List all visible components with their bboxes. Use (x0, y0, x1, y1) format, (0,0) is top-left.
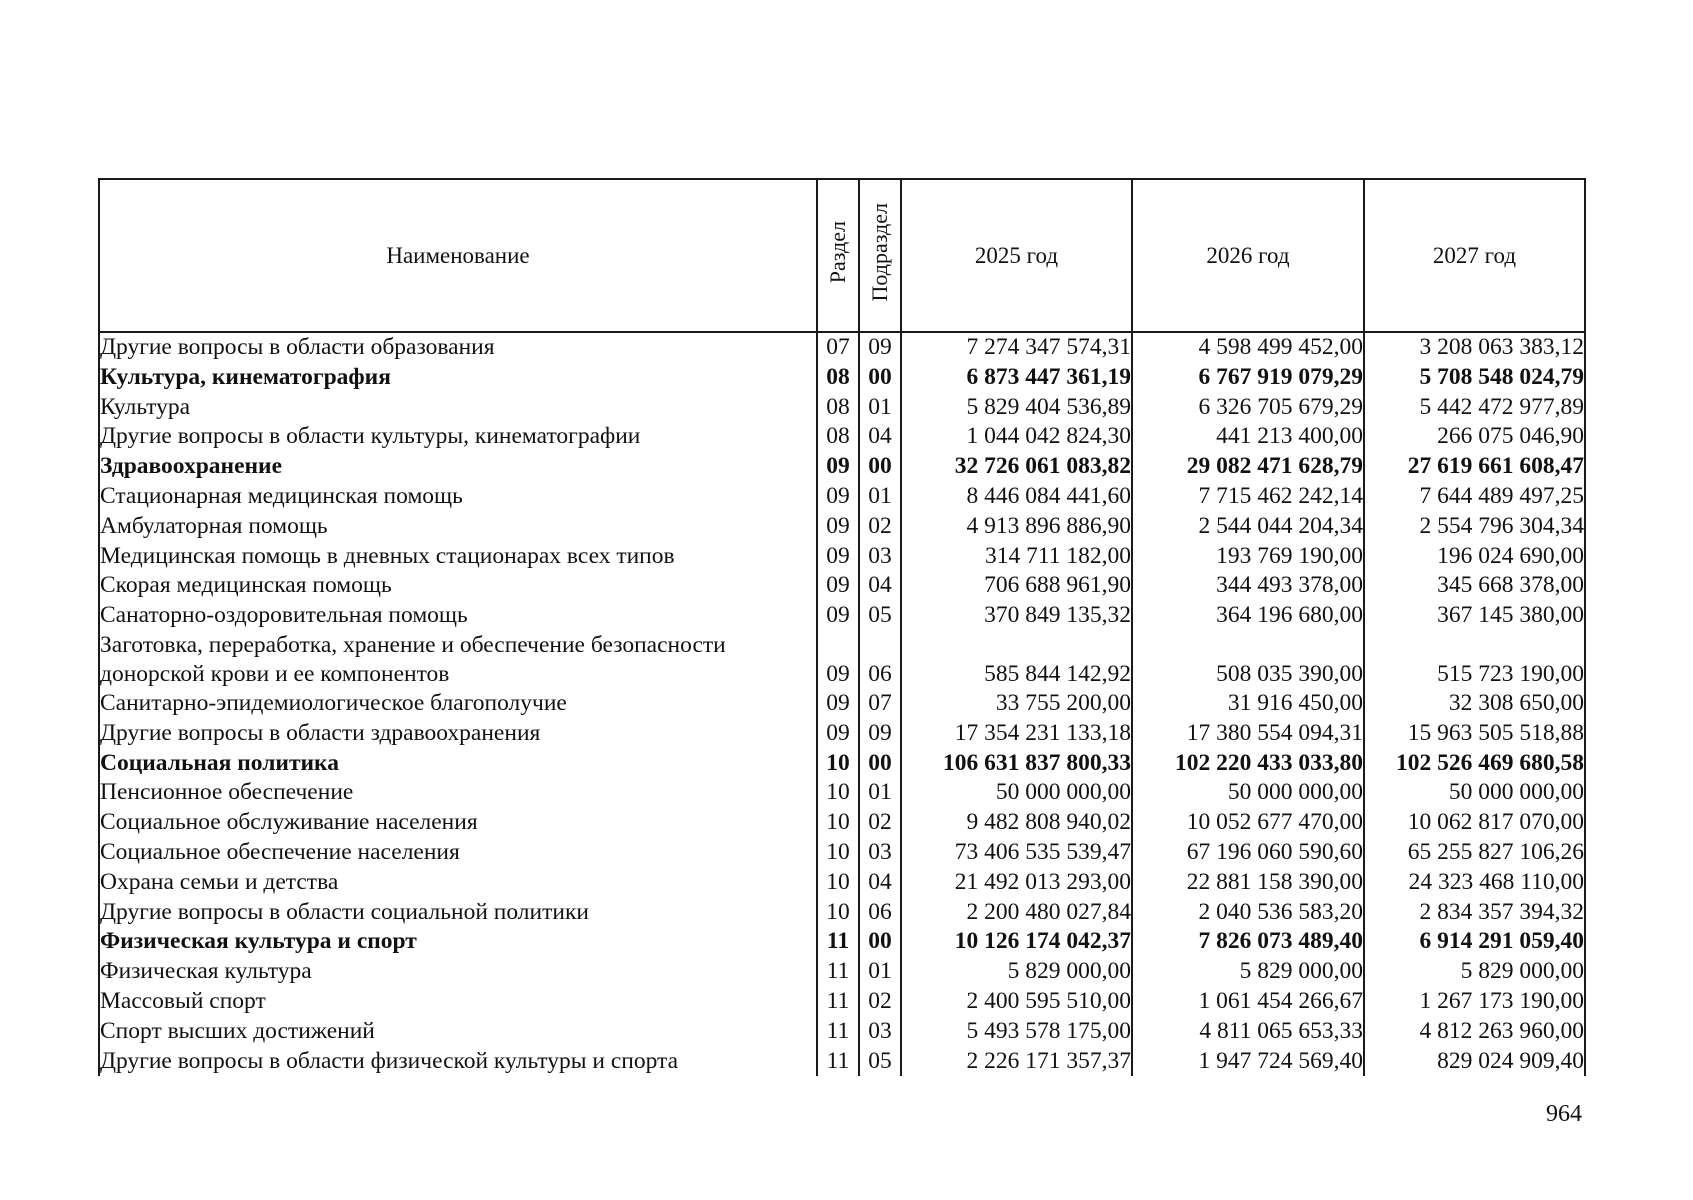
row-2027: 196 024 690,00 (1364, 542, 1585, 572)
row-2026: 17 380 554 094,31 (1132, 719, 1364, 749)
row-section: 08 (817, 422, 859, 452)
table-row (99, 571, 1585, 601)
row-2025: 7 274 347 574,31 (901, 332, 1132, 363)
row-section: 09 (817, 571, 859, 601)
table-row (99, 898, 1585, 928)
row-2026: 10 052 677 470,00 (1132, 808, 1364, 838)
row-subsection: 01 (859, 482, 901, 512)
row-2027: 3 208 063 383,12 (1364, 332, 1585, 363)
row-name: Физическая культура и спорт (99, 927, 817, 957)
row-name: Спорт высших достижений (99, 1017, 817, 1047)
row-2026: 1 947 724 569,40 (1132, 1047, 1364, 1077)
row-2025: 10 126 174 042,37 (901, 927, 1132, 957)
row-section: 09 (817, 689, 859, 719)
row-2026: 6 326 705 679,29 (1132, 393, 1364, 423)
row-2025: 73 406 535 539,47 (901, 838, 1132, 868)
header-subsection (859, 179, 901, 332)
row-section: 09 (817, 542, 859, 572)
table-row (99, 719, 1585, 749)
row-2025: 4 913 896 886,90 (901, 512, 1132, 542)
row-2027: 7 644 489 497,25 (1364, 482, 1585, 512)
row-2027: 2 554 796 304,34 (1364, 512, 1585, 542)
table-row (99, 1017, 1585, 1047)
row-subsection: 05 (859, 601, 901, 631)
table-row (99, 689, 1585, 719)
header-2027: 2027 год (1364, 179, 1585, 332)
row-2026: 5 829 000,00 (1132, 957, 1364, 987)
row-2026: 441 213 400,00 (1132, 422, 1364, 452)
header-name: Наименование (99, 179, 817, 332)
row-2025: 9 482 808 940,02 (901, 808, 1132, 838)
row-2027: 5 442 472 977,89 (1364, 393, 1585, 423)
row-2027: 1 267 173 190,00 (1364, 987, 1585, 1017)
row-2026: 193 769 190,00 (1132, 542, 1364, 572)
row-name: Социальная политика (99, 749, 817, 779)
row-2026: 67 196 060 590,60 (1132, 838, 1364, 868)
row-2027: 65 255 827 106,26 (1364, 838, 1585, 868)
page-number: 964 (1546, 1101, 1582, 1127)
row-subsection: 00 (859, 749, 901, 779)
row-section: 09 (817, 482, 859, 512)
header-2026: 2026 год (1132, 179, 1364, 332)
row-name: Другие вопросы в области здравоохранения (99, 719, 817, 749)
row-name: Охрана семьи и детства (99, 868, 817, 898)
row-section: 11 (817, 1017, 859, 1047)
row-2026: 2 040 536 583,20 (1132, 898, 1364, 928)
row-2025: 370 849 135,32 (901, 601, 1132, 631)
row-name: Скорая медицинская помощь (99, 571, 817, 601)
row-subsection: 02 (859, 987, 901, 1017)
table-row (99, 987, 1585, 1017)
row-section: 10 (817, 749, 859, 779)
table-row (99, 542, 1585, 572)
row-name: Социальное обслуживание населения (99, 808, 817, 838)
row-subsection: 09 (859, 332, 901, 363)
header-subsection-label: Подраздел (867, 203, 892, 302)
row-name: Пенсионное обеспечение (99, 778, 817, 808)
row-2027: 15 963 505 518,88 (1364, 719, 1585, 749)
row-subsection: 00 (859, 452, 901, 482)
row-2027: 10 062 817 070,00 (1364, 808, 1585, 838)
row-2025: 106 631 837 800,33 (901, 749, 1132, 779)
row-2027: 2 834 357 394,32 (1364, 898, 1585, 928)
row-subsection: 04 (859, 422, 901, 452)
row-2025: 32 726 061 083,82 (901, 452, 1132, 482)
row-2025: 2 400 595 510,00 (901, 987, 1132, 1017)
row-2026: 344 493 378,00 (1132, 571, 1364, 601)
row-2025: 5 829 404 536,89 (901, 393, 1132, 423)
row-subsection: 04 (859, 868, 901, 898)
table-row (99, 957, 1585, 987)
row-section: 10 (817, 868, 859, 898)
row-subsection: 02 (859, 808, 901, 838)
row-subsection: 03 (859, 838, 901, 868)
row-2026: 2 544 044 204,34 (1132, 512, 1364, 542)
row-2025: 8 446 084 441,60 (901, 482, 1132, 512)
row-name: Культура (99, 393, 817, 423)
row-2025: 1 044 042 824,30 (901, 422, 1132, 452)
table-row (99, 778, 1585, 808)
row-name: Здравоохранение (99, 452, 817, 482)
row-subsection: 03 (859, 542, 901, 572)
row-2025: 5 493 578 175,00 (901, 1017, 1132, 1047)
row-section: 11 (817, 957, 859, 987)
row-name: Социальное обеспечение населения (99, 838, 817, 868)
table-row-total (99, 363, 1585, 393)
table-row (99, 631, 1585, 689)
table-row (99, 393, 1585, 423)
row-2025: 21 492 013 293,00 (901, 868, 1132, 898)
row-subsection: 07 (859, 689, 901, 719)
row-subsection: 04 (859, 571, 901, 601)
row-2027: 5 708 548 024,79 (1364, 363, 1585, 393)
table-row (99, 1047, 1585, 1077)
row-2027: 5 829 000,00 (1364, 957, 1585, 987)
row-2026: 364 196 680,00 (1132, 601, 1364, 631)
row-subsection: 00 (859, 363, 901, 393)
row-2026: 22 881 158 390,00 (1132, 868, 1364, 898)
row-name: Санитарно-эпидемиологическое благополучие (99, 689, 817, 719)
row-section: 11 (817, 987, 859, 1017)
row-section: 09 (817, 452, 859, 482)
row-2027: 515 723 190,00 (1364, 631, 1585, 689)
row-subsection: 02 (859, 512, 901, 542)
row-2026: 7 826 073 489,40 (1132, 927, 1364, 957)
row-2026: 4 598 499 452,00 (1132, 332, 1364, 363)
table-row (99, 512, 1585, 542)
row-section: 11 (817, 927, 859, 957)
table-row (99, 838, 1585, 868)
row-2027: 367 145 380,00 (1364, 601, 1585, 631)
row-2026: 31 916 450,00 (1132, 689, 1364, 719)
row-2025: 706 688 961,90 (901, 571, 1132, 601)
row-section: 08 (817, 363, 859, 393)
header-section-label: Раздел (825, 221, 850, 284)
row-subsection: 01 (859, 393, 901, 423)
row-2025: 5 829 000,00 (901, 957, 1132, 987)
row-subsection: 00 (859, 927, 901, 957)
row-name: Другие вопросы в области физической культуры и спорта (99, 1047, 817, 1077)
row-name: Санаторно-оздоровительная помощь (99, 601, 817, 631)
row-2026: 1 061 454 266,67 (1132, 987, 1364, 1017)
row-section: 10 (817, 898, 859, 928)
row-2027: 27 619 661 608,47 (1364, 452, 1585, 482)
row-section: 10 (817, 778, 859, 808)
row-subsection: 06 (859, 631, 901, 689)
row-subsection: 09 (859, 719, 901, 749)
row-name: Физическая культура (99, 957, 817, 987)
row-section: 10 (817, 838, 859, 868)
row-subsection: 05 (859, 1047, 901, 1077)
row-2027: 345 668 378,00 (1364, 571, 1585, 601)
row-2025: 50 000 000,00 (901, 778, 1132, 808)
table-row (99, 868, 1585, 898)
row-name: Другие вопросы в области социальной политики (99, 898, 817, 928)
row-2025: 2 226 171 357,37 (901, 1047, 1132, 1077)
row-subsection: 01 (859, 778, 901, 808)
row-2025: 314 711 182,00 (901, 542, 1132, 572)
table-header-row (99, 179, 1585, 332)
row-2026: 102 220 433 033,80 (1132, 749, 1364, 779)
row-2027: 266 075 046,90 (1364, 422, 1585, 452)
row-2027: 6 914 291 059,40 (1364, 927, 1585, 957)
row-name: Другие вопросы в области культуры, кинематографии (99, 422, 817, 452)
row-section: 09 (817, 719, 859, 749)
row-2025: 33 755 200,00 (901, 689, 1132, 719)
row-name: Медицинская помощь в дневных стационарах всех типов (99, 542, 817, 572)
row-2025: 585 844 142,92 (901, 631, 1132, 689)
row-2026: 7 715 462 242,14 (1132, 482, 1364, 512)
row-section: 11 (817, 1047, 859, 1077)
row-name: Культура, кинематография (99, 363, 817, 393)
table-row-total (99, 452, 1585, 482)
budget-table (98, 178, 1586, 1076)
table-row (99, 422, 1585, 452)
row-section: 10 (817, 808, 859, 838)
row-2026: 29 082 471 628,79 (1132, 452, 1364, 482)
table-row (99, 482, 1585, 512)
row-2025: 2 200 480 027,84 (901, 898, 1132, 928)
table-row-total (99, 749, 1585, 779)
table-row-total (99, 927, 1585, 957)
row-name: Другие вопросы в области образования (99, 332, 817, 363)
row-subsection: 03 (859, 1017, 901, 1047)
row-section: 07 (817, 332, 859, 363)
row-name: Амбулаторная помощь (99, 512, 817, 542)
row-2027: 24 323 468 110,00 (1364, 868, 1585, 898)
row-2027: 50 000 000,00 (1364, 778, 1585, 808)
row-2025: 6 873 447 361,19 (901, 363, 1132, 393)
row-section: 09 (817, 601, 859, 631)
row-name: Заготовка, переработка, хранение и обеспечение безопасности донорской крови и ее компонентов (99, 631, 817, 689)
row-section: 09 (817, 631, 859, 689)
table-row (99, 332, 1585, 363)
row-2027: 102 526 469 680,58 (1364, 749, 1585, 779)
row-2025: 17 354 231 133,18 (901, 719, 1132, 749)
row-subsection: 01 (859, 957, 901, 987)
row-2027: 32 308 650,00 (1364, 689, 1585, 719)
row-section: 08 (817, 393, 859, 423)
row-2027: 4 812 263 960,00 (1364, 1017, 1585, 1047)
row-subsection: 06 (859, 898, 901, 928)
row-2026: 4 811 065 653,33 (1132, 1017, 1364, 1047)
row-2026: 50 000 000,00 (1132, 778, 1364, 808)
table-row (99, 601, 1585, 631)
row-2027: 829 024 909,40 (1364, 1047, 1585, 1077)
header-2025: 2025 год (901, 179, 1132, 332)
row-2026: 508 035 390,00 (1132, 631, 1364, 689)
table-row (99, 808, 1585, 838)
row-name: Стационарная медицинская помощь (99, 482, 817, 512)
header-section (817, 179, 859, 332)
row-section: 09 (817, 512, 859, 542)
row-name: Массовый спорт (99, 987, 817, 1017)
row-2026: 6 767 919 079,29 (1132, 363, 1364, 393)
